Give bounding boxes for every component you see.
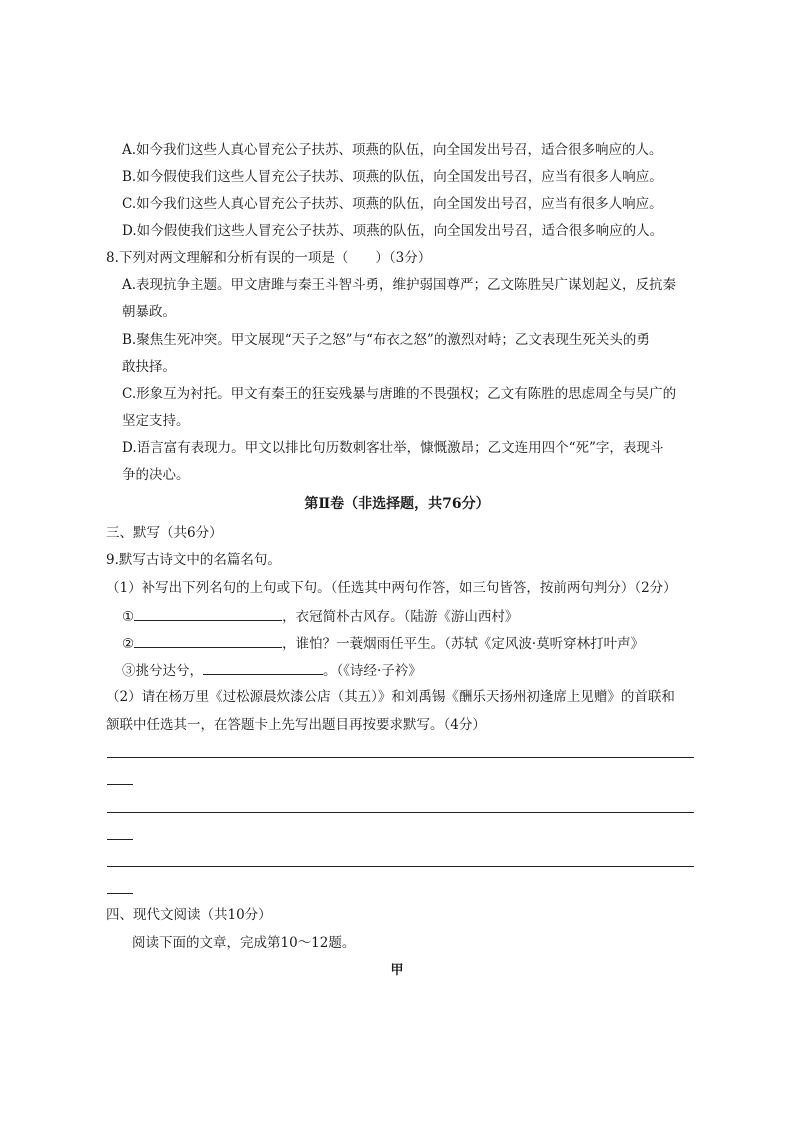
section4-intro: 阅读下面的文章，完成第10～12题。 [132,935,356,951]
item2-prefix: ② [122,636,135,652]
answer-blank-2[interactable] [134,633,282,648]
q7-option-a: A.如今我们这些人真心冒充公子扶苏、项燕的队伍，向全国发出号召，适合很多响应的人。 [122,142,663,158]
section3-heading: 三、默写（共6分） [106,525,223,541]
q9-sub2: （2）请在杨万里《过松源晨炊漆公店（其五）》和刘禹锡《酬乐天扬州初逢席上见赠》的首联和 [106,689,675,705]
q9-sub1: （1）补写出下列名句的上句或下句。（任选其中两句作答，如三句皆答，按前两句判分）（2分） [106,580,677,596]
q8-option-d-cont: 争的决心。 [122,467,190,483]
q8-option-a-cont: 朝暴政。 [122,304,176,320]
answer-line-3-end [107,893,133,894]
q8-option-c: C.形象互为衬托。甲文有秦王的狂妄残暴与唐雎的不畏强权；乙文有陈胜的思虑周全与吴广的 [122,386,677,402]
answer-line-1-end [107,784,133,785]
q7-option-b: B.如今假使我们这些人冒充公子扶苏、项燕的队伍，向全国发出号召，应当有很多人响应。 [122,169,663,185]
answer-blank-1[interactable] [134,606,282,621]
q8-option-b: B.聚焦生死冲突。甲文展现“天子之怒”与“布衣之怒”的激烈对峙；乙文表现生死关头的勇 [122,332,650,348]
item3-prefix: ③挑兮达兮， [122,663,203,679]
q7-option-d: D.如今假使我们这些人冒充公子扶苏、项燕的队伍，向全国发出号召，适合很多响应的人。 [122,223,664,239]
q8-option-b-cont: 敢抉择。 [122,359,176,375]
q8-option-c-cont: 坚定支持。 [122,413,190,429]
q9-sub2-cont: 颔联中任选其一，在答题卡上先写出题目再按要求默写。（4分） [106,717,486,733]
answer-line-2[interactable] [107,812,694,813]
part2-title: 第Ⅱ卷（非选择题，共76分） [304,496,490,512]
section4-heading: 四、现代文阅读（共10分） [106,907,272,923]
answer-line-3[interactable] [107,866,694,867]
item2-suffix: ，谁怕？一蓑烟雨任平生。（苏轼《定风波·莫听穿林打叶声》 [282,636,645,652]
q8-option-a: A.表现抗争主题。甲文唐雎与秦王斗智斗勇，维护弱国尊严；乙文陈胜吴广谋划起义，反抗秦 [122,277,677,293]
q9-stem: 9.默写古诗文中的名篇名句。 [106,552,281,568]
answer-line-2-end [107,839,133,840]
q9-item-2 [122,633,644,653]
q9-item-1 [122,606,518,626]
q9-item-3 [122,660,422,680]
answer-blank-3[interactable] [203,660,323,675]
item1-prefix: ① [122,609,135,625]
passage-label: 甲 [390,963,404,978]
item1-suffix: ，衣冠简朴古风存。（陆游《游山西村》 [282,609,519,625]
q8-option-d: D.语言富有表现力。甲文以排比句历数刺客壮举，慷慨激昂；乙文连用四个“死”字，表现斗 [122,440,664,456]
q7-option-c: C.如今我们这些人真心冒充公子扶苏、项燕的队伍，向全国发出号召，应当有很多人响应。 [122,196,663,212]
q8-stem: 8.下列对两文理解和分析有误的一项是（ ）（3分） [106,250,432,266]
answer-line-1[interactable] [107,757,694,758]
item3-suffix: 。（《诗经·子衿》 [323,663,422,679]
